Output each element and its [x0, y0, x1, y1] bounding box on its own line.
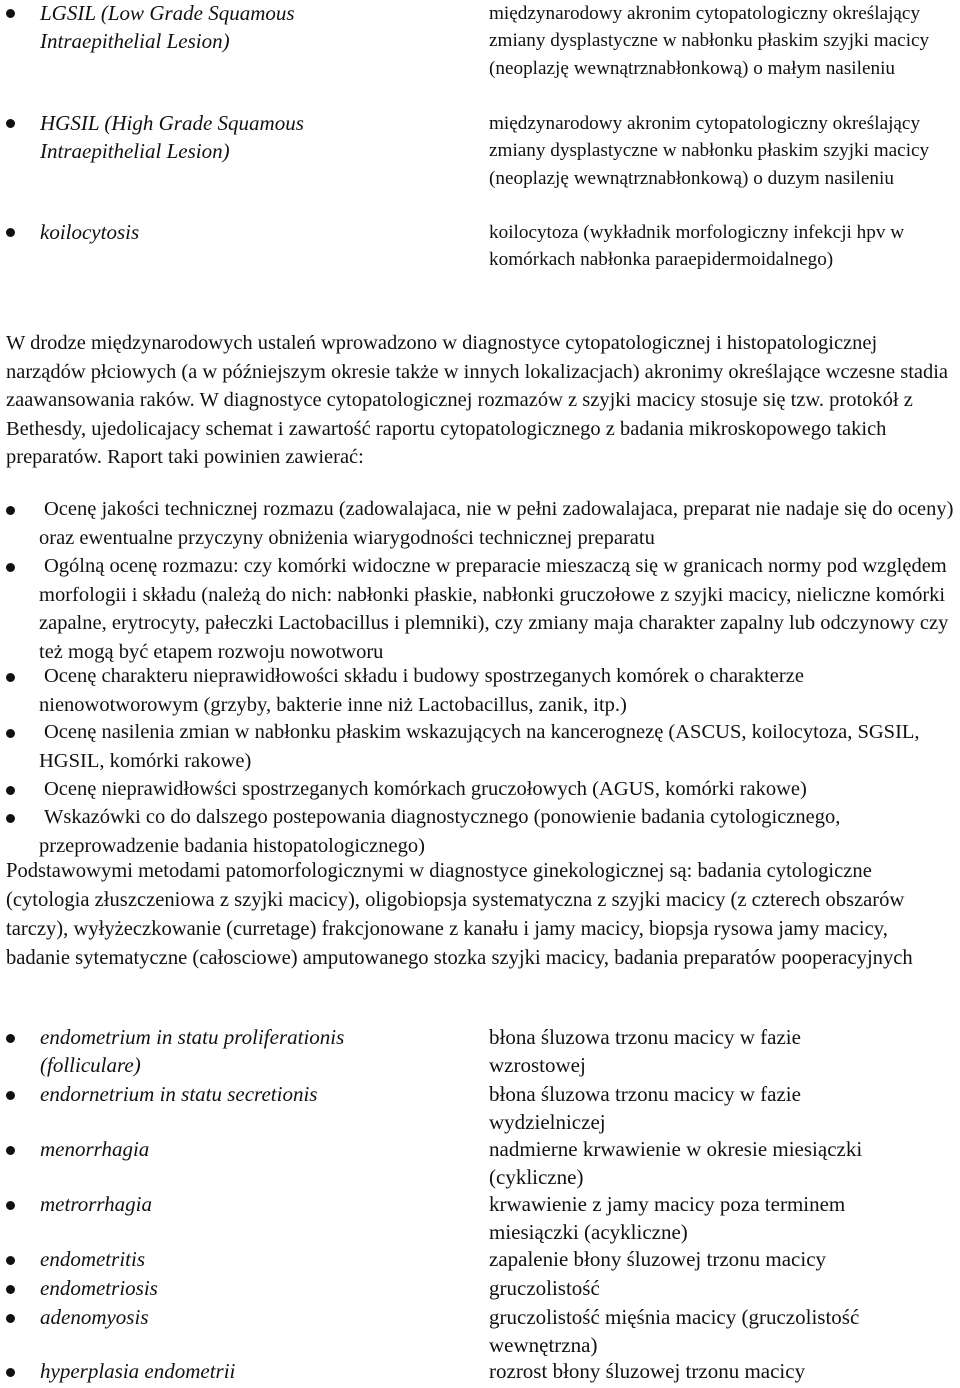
term-definition: koilocytoza (wykładnik morfologiczny infekcji hpv w komórkach nabłonka paraepidermoidalnego)	[489, 222, 905, 271]
bullet-icon	[6, 1368, 15, 1377]
list-item-text: Ocenę nieprawidłowści spostrzeganych komórkach gruczołowych (AGUS, komórki rakowe)	[44, 778, 807, 800]
bullet-icon	[6, 1256, 15, 1265]
term-label: endometrium in statu proliferationis (folliculare)	[40, 1025, 345, 1077]
term-definition: międzynarodowy akronim cytopatologiczny określający zmiany dysplastyczne w nabłonku płaskim szyjki macicy (neoplazję wewnątrznabłonkową) o duzym nasileniu	[489, 113, 930, 189]
bullet-icon	[6, 786, 15, 795]
term-definition: nadmierne krwawienie w okresie miesiączki (cykliczne)	[489, 1137, 863, 1189]
list-item-text: Ocenę jakości technicznej rozmazu (zadowalajaca, nie w pełni zadowalajaca, preparat nie nadaje się do oceny) oraz ewentualne przyczyny obniżenia wiarygodności technicznej preparatu	[39, 498, 954, 549]
term-label: adenomyosis	[40, 1305, 149, 1329]
term-label: menorrhagia	[40, 1137, 150, 1161]
term-label: metrorrhagia	[40, 1192, 153, 1216]
term-label: hyperplasia endometrii	[40, 1359, 236, 1383]
term-label: LGSIL (Low Grade Squamous Intraepithelial Lesion)	[40, 1, 295, 53]
term-definition: zapalenie błony śluzowej trzonu macicy	[489, 1247, 827, 1271]
term-definition: błona śluzowa trzonu macicy w fazie wzrostowej	[489, 1025, 801, 1077]
bullet-icon	[6, 729, 15, 738]
term-definition: międzynarodowy akronim cytopatologiczny określający zmiany dysplastyczne w nabłonku płaskim szyjki macicy (neoplazję wewnątrznabłonkową) o małym nasileniu	[489, 3, 930, 79]
bullet-icon	[6, 673, 15, 682]
term-definition: gruczolistość	[489, 1276, 600, 1300]
term-label: HGSIL (High Grade Squamous Intraepithelial Lesion)	[40, 111, 304, 163]
term-definition: rozrost błony śluzowej trzonu macicy	[489, 1359, 806, 1383]
bullet-icon	[6, 228, 15, 237]
term-label: endometriosis	[40, 1276, 158, 1300]
term-label: endometritis	[40, 1247, 145, 1271]
term-definition: błona śluzowa trzonu macicy w fazie wydzielniczej	[489, 1082, 801, 1134]
bullet-icon	[6, 1091, 15, 1100]
bullet-icon	[6, 1314, 15, 1323]
bullet-icon	[6, 9, 15, 18]
bullet-icon	[6, 1285, 15, 1294]
term-definition: gruczolistość mięśnia macicy (gruczolistość wewnętrzna)	[489, 1305, 860, 1357]
list-item-text: Ocenę nasilenia zmian w nabłonku płaskim wskazujących na kancerognezę (ASCUS, koilocytoza, SGSIL, HGSIL, komórki rakowe)	[39, 721, 920, 772]
bullet-icon	[6, 563, 15, 572]
bullet-icon	[6, 1146, 15, 1155]
list-item-text: Wskazówki co do dalszego postepowania diagnostycznego (ponowienie badania cytologicznego, przeprowadzenie badania histopatologicznego)	[39, 806, 841, 857]
list-item-text: Ocenę charakteru nieprawidłowości składu i budowy spostrzeganych komórek o charakterze nienowotworowym (grzyby, bakterie inne niż Lactobacillus, zanik, itp.)	[39, 665, 804, 716]
intro-paragraph: W drodze międzynarodowych ustaleń wprowadzono w diagnostyce cytopatologicznej i histopatologicznej narządów płciowych (a w późniejszym okresie także w innych lokalizacjach) akronimy określające wczesne stadia zaawansowania raków. W diagnostyce cytopatologicznej rozmazów z szyjki macicy stosuje się tzw. protokół z Bethesdy, ujedolicajacy schemat i zawartość raportu cytopatologicznego z badania mikroskopowego takich preparatów. Raport taki powinien zawierać:	[6, 332, 949, 468]
bullet-icon	[6, 1201, 15, 1210]
bullet-icon	[6, 814, 15, 823]
term-label: koilocytosis	[40, 220, 140, 244]
bullet-icon	[6, 1034, 15, 1043]
term-label: endornetrium in statu secretionis	[40, 1082, 318, 1106]
term-definition: krwawienie z jamy macicy poza terminem miesiączki (acykliczne)	[489, 1192, 846, 1244]
bullet-icon	[6, 119, 15, 128]
list-item-text: Ogólną ocenę rozmazu: czy komórki widoczne w preparacie mieszaczą się w granicach normy pod względem morfologii i składu (należą do nich: nabłonki płaskie, nabłonki gruczołowe z szyjki macicy, nieliczne komórki zapalne, erytrocyty, pałeczki Lactobacillus i plemniki), czy zmiany maja charakter zapalny lub odczynowy czy też mogą być etapem rozwoju nowotworu	[39, 555, 949, 664]
methods-paragraph: Podstawowymi metodami patomorfologicznymi w diagnostyce ginekologicznej są: badania cytologiczne (cytologia złuszczeniowa z szyjki macicy), oligobiopsja systematyczna z szyjki macicy (z czterech obszarów tarczy), wyłyżeczkowanie (curretage) frakcjonowane z kanału i jamy macicy, biopsja rysowa jamy macicy, badanie sytematyczne (całosciowe) amputowanego stozka szyjki macicy, badania preparatów pooperacyjnych	[6, 860, 913, 969]
bullet-icon	[6, 506, 15, 515]
